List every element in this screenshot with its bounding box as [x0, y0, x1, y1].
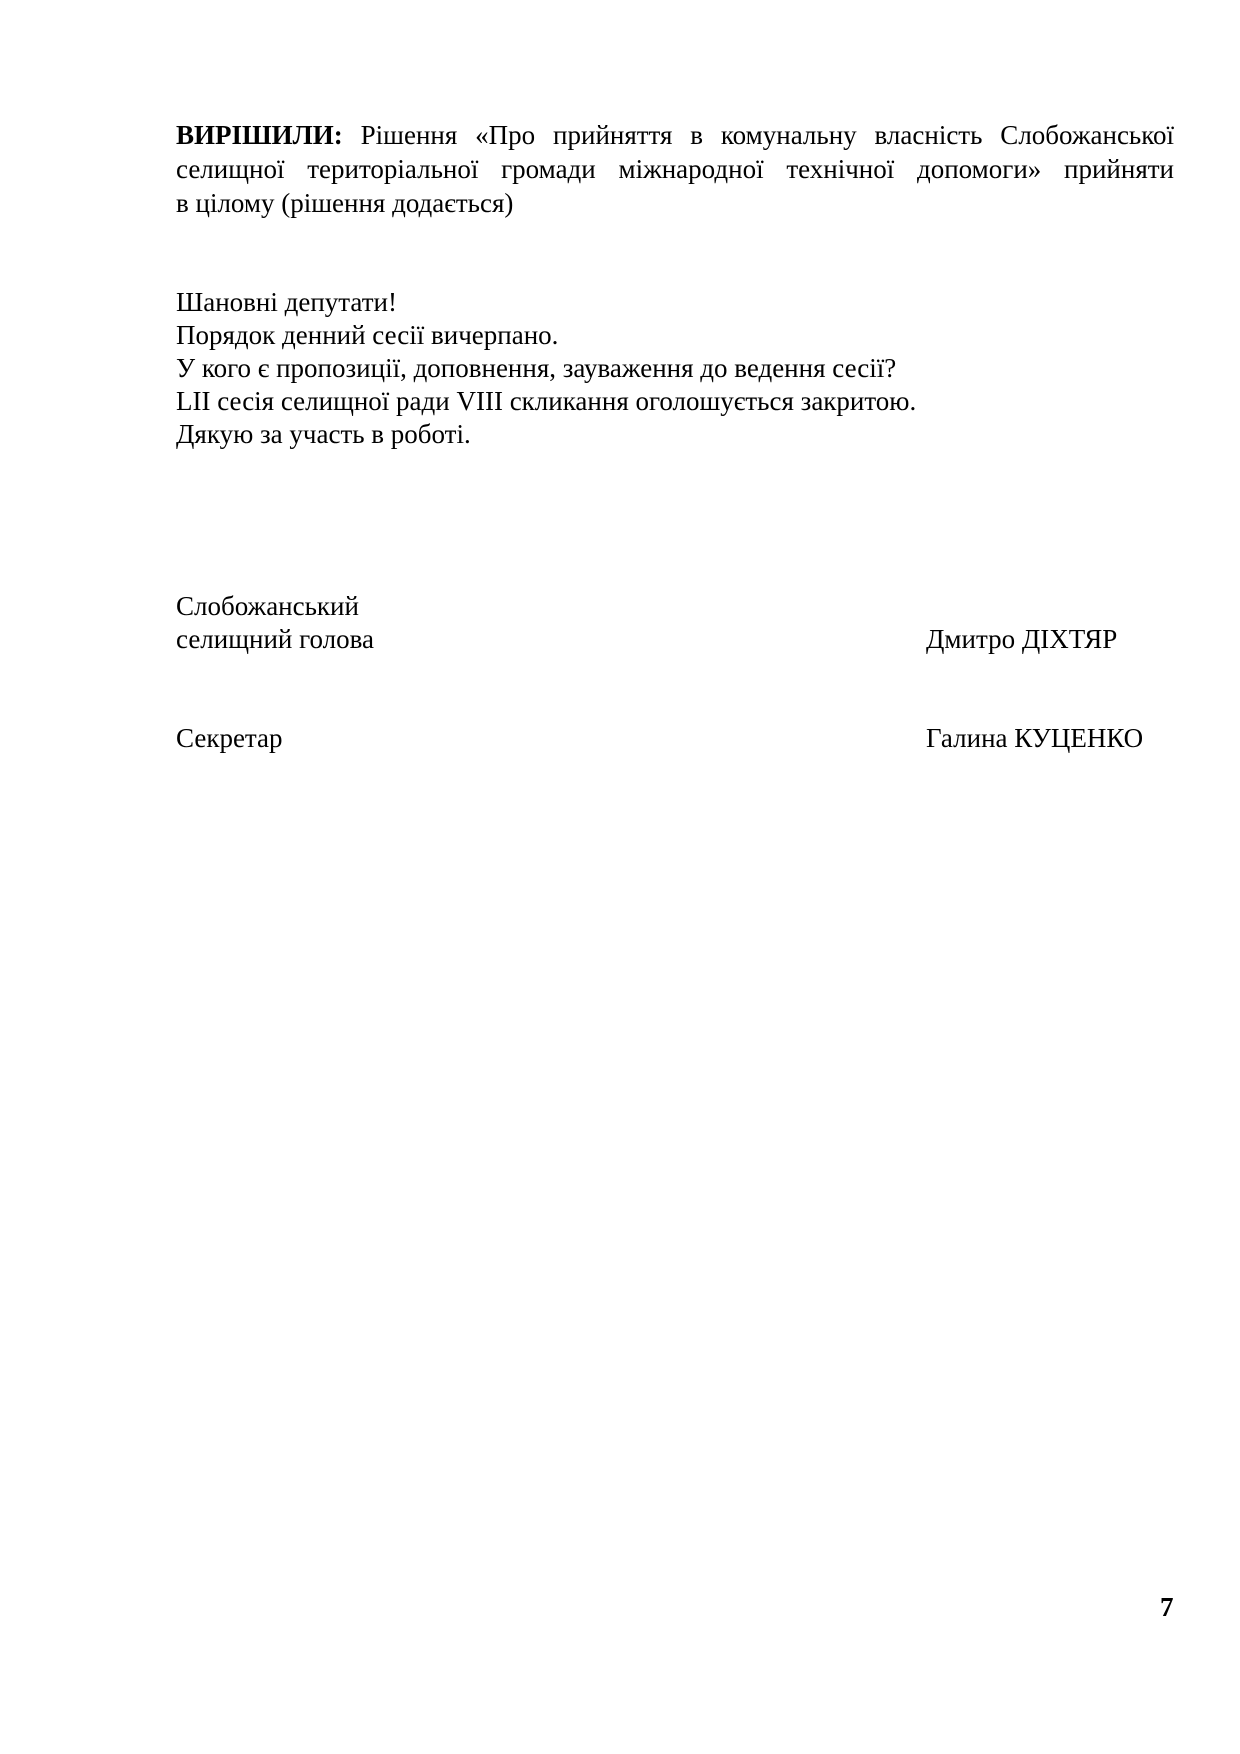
head-title-line-2: селищний голова [176, 624, 375, 654]
closing-line-session-closed: LII сесія селищної ради VIII скликання оголошується закритою. [176, 386, 917, 416]
closing-remarks [176, 286, 916, 451]
head-signature-title [176, 590, 374, 656]
secretary-signature-name: Галина КУЦЕНКО [926, 723, 1144, 753]
secretary-signature-title [176, 722, 283, 755]
head-title-line-1: Слобожанський [176, 591, 359, 621]
decision-line-1-text: Рішення «Про прийняття в комунальну власність Слобожанської [342, 120, 1174, 150]
decision-paragraph [176, 118, 1174, 220]
closing-line-agenda: Порядок денний сесії вичерпано. [176, 320, 559, 350]
page-number: 7 [1160, 1592, 1174, 1622]
decision-line-2: селищної територіальної громади міжнародної технічної допомоги» прийняти [176, 154, 1174, 184]
closing-line-thanks: Дякую за участь в роботі. [176, 419, 471, 449]
closing-line-greeting: Шановні депутати! [176, 287, 397, 317]
decision-line-3: в цілому (рішення додається) [176, 188, 514, 218]
head-signature-name: Дмитро ДІХТЯР [926, 624, 1118, 654]
decision-line-1 [176, 118, 1174, 152]
closing-line-question: У кого є пропозиції, доповнення, зауваження до ведення сесії? [176, 353, 897, 383]
decision-label: ВИРІШИЛИ: [176, 120, 343, 150]
secretary-title-line: Секретар [176, 723, 283, 753]
